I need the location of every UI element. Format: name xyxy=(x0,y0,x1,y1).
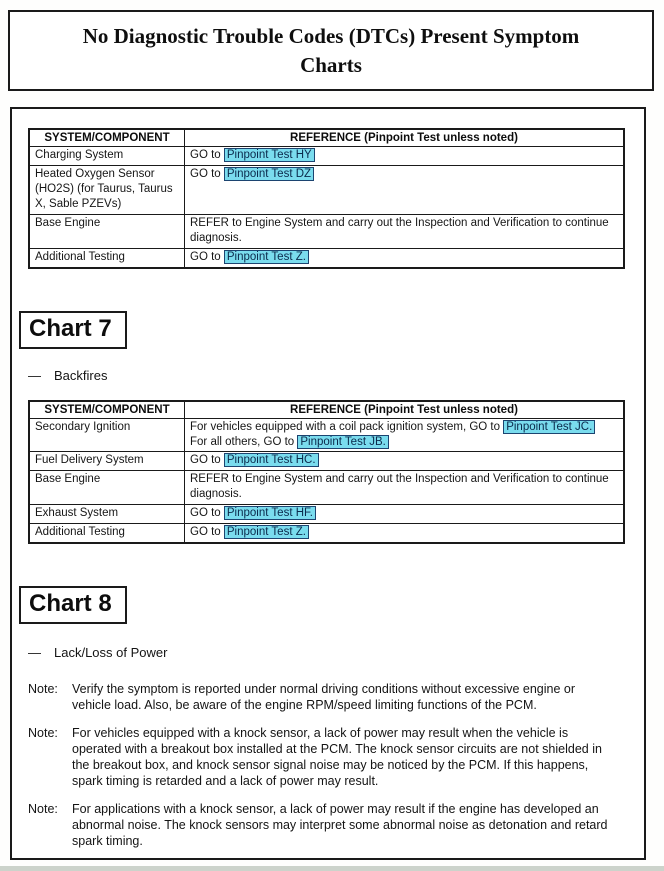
reference-cell xyxy=(185,214,625,248)
table-header-row xyxy=(29,401,624,419)
reference-text: REFER to Engine System and carry out the Inspection and Verification to continue diagnosis. xyxy=(190,216,609,244)
reference-cell xyxy=(185,165,625,214)
reference-text: GO to xyxy=(190,167,224,180)
column-header: REFERENCE (Pinpoint Test unless noted) xyxy=(185,129,625,147)
reference-line xyxy=(190,216,618,246)
note-text: For applications with a knock sensor, a lack of power may result if the engine has developed an abnormal noise. The knock sensors may interpret some abnormal noise as detonation and retard spark timing. xyxy=(72,802,608,849)
column-header: SYSTEM/COMPONENT xyxy=(29,129,185,147)
component-cell: Base Engine xyxy=(29,471,185,505)
symptom-dash: — xyxy=(28,645,41,661)
note-label: Note: xyxy=(28,682,58,697)
pinpoint-test-link[interactable]: Pinpoint Test HY xyxy=(224,148,315,162)
reference-cell xyxy=(185,452,625,471)
component-cell: Fuel Delivery System xyxy=(29,452,185,471)
pinpoint-test-link[interactable]: Pinpoint Test JB. xyxy=(297,435,388,449)
symptom-text: Backfires xyxy=(54,367,108,383)
table-row xyxy=(29,452,624,471)
notes xyxy=(28,681,620,849)
table-row xyxy=(29,471,624,505)
symptom-dash: — xyxy=(28,367,41,383)
chart-7-heading xyxy=(19,311,127,349)
note-label: Note: xyxy=(28,802,58,817)
table-row xyxy=(29,165,624,214)
reference-line xyxy=(190,250,618,265)
reference-cell xyxy=(185,524,625,543)
symptom-text: Lack/Loss of Power xyxy=(54,645,168,661)
reference-cell xyxy=(185,505,625,524)
reference-table-1 xyxy=(28,128,625,269)
pinpoint-test-link[interactable]: Pinpoint Test Z. xyxy=(224,525,309,539)
table-row xyxy=(29,214,624,248)
reference-line xyxy=(190,435,618,450)
chart-8-label: Chart 8 xyxy=(29,590,112,618)
table-row xyxy=(29,248,624,267)
component-cell: Additional Testing xyxy=(29,248,185,267)
table-row xyxy=(29,147,624,166)
reference-text: GO to xyxy=(190,507,224,520)
note xyxy=(28,681,620,713)
reference-line xyxy=(190,525,618,540)
reference-cell xyxy=(185,471,625,505)
component-cell: Charging System xyxy=(29,147,185,166)
page-title: No Diagnostic Trouble Codes (DTCs) Present Symptom Charts xyxy=(82,24,580,77)
note xyxy=(28,801,620,849)
table-row xyxy=(29,524,624,543)
component-cell: Additional Testing xyxy=(29,524,185,543)
reference-line xyxy=(190,167,618,182)
component-cell: Base Engine xyxy=(29,214,185,248)
table-row xyxy=(29,505,624,524)
content-box xyxy=(10,107,646,860)
table-row xyxy=(29,418,624,452)
note-text: Verify the symptom is reported under normal driving conditions without excessive engine or vehicle load. Also, be aware of the engine RPM/speed limiting functions of the PCM. xyxy=(72,682,576,713)
reference-table-2 xyxy=(28,400,625,545)
reference-line xyxy=(190,506,618,521)
reference-line xyxy=(190,453,618,468)
pinpoint-test-link[interactable]: Pinpoint Test HC. xyxy=(224,453,319,467)
reference-text: GO to xyxy=(190,149,224,161)
pinpoint-test-link[interactable]: Pinpoint Test HF. xyxy=(224,506,316,520)
component-cell: Exhaust System xyxy=(29,505,185,524)
pinpoint-test-link[interactable]: Pinpoint Test Z. xyxy=(224,250,309,264)
reference-text: GO to xyxy=(190,250,224,263)
table-header-row xyxy=(29,129,624,147)
note-text: For vehicles equipped with a knock sensor, a lack of power may result when the vehicle is operated with a breakout box installed at the PCM. The knock sensor circuits are not shielded in the breakout box, and knock sensor signal noise may be noticed by the PCM. If this happens, spark timing is retarded and a lack of power may result. xyxy=(72,726,602,789)
reference-line xyxy=(190,472,618,502)
note-label: Note: xyxy=(28,726,58,741)
column-header: REFERENCE (Pinpoint Test unless noted) xyxy=(185,401,625,419)
reference-cell xyxy=(185,418,625,452)
pinpoint-test-link[interactable]: Pinpoint Test JC. xyxy=(503,420,595,434)
reference-text: GO to xyxy=(190,454,224,467)
reference-text: REFER to Engine System and carry out the Inspection and Verification to continue diagnosis. xyxy=(190,473,609,501)
scan-edge-strip xyxy=(0,866,664,871)
symptom-backfires xyxy=(28,368,644,383)
reference-text: For vehicles equipped with a coil pack ignition system, GO to xyxy=(190,420,504,433)
reference-text: GO to xyxy=(190,526,224,539)
column-header: SYSTEM/COMPONENT xyxy=(29,401,185,419)
title-box xyxy=(8,10,654,91)
reference-text: For all others, GO to xyxy=(190,435,298,448)
chart-7-label: Chart 7 xyxy=(29,314,112,342)
reference-cell xyxy=(185,147,625,166)
chart-8-heading xyxy=(19,586,127,624)
reference-cell xyxy=(185,248,625,267)
component-cell: Secondary Ignition xyxy=(29,418,185,452)
reference-line xyxy=(190,420,618,435)
pinpoint-test-link[interactable]: Pinpoint Test DZ xyxy=(224,167,314,181)
note xyxy=(28,725,620,789)
symptom-lack-loss-of-power xyxy=(28,645,644,660)
component-cell: Heated Oxygen Sensor (HO2S) (for Taurus, Taurus X, Sable PZEVs) xyxy=(29,165,185,214)
reference-line xyxy=(190,148,618,163)
